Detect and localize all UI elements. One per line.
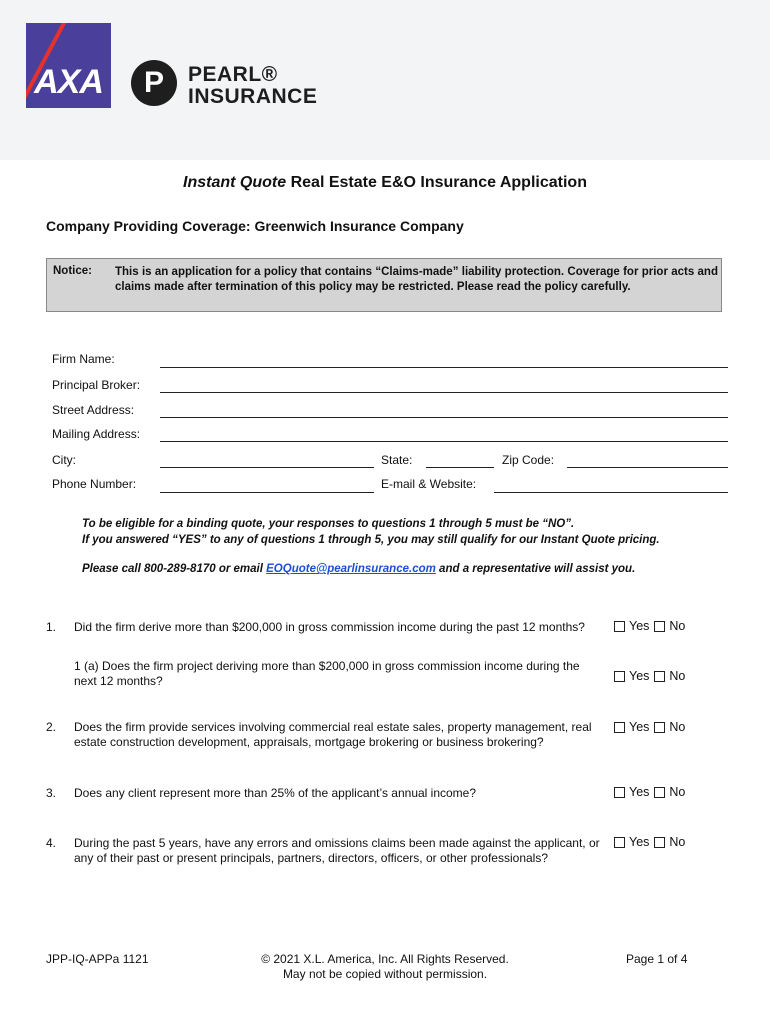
question-number: 3. xyxy=(46,786,57,800)
principal-broker-field[interactable] xyxy=(160,392,728,393)
no-checkbox[interactable] xyxy=(654,722,665,733)
no-label: No xyxy=(669,720,686,734)
yes-no-group xyxy=(614,669,685,683)
no-checkbox[interactable] xyxy=(654,787,665,798)
yes-checkbox[interactable] xyxy=(614,671,625,682)
pearl-logo-mark: P xyxy=(131,60,177,106)
no-label: No xyxy=(669,669,686,683)
yes-checkbox[interactable] xyxy=(614,837,625,848)
no-label: No xyxy=(669,835,686,849)
question-number: 4. xyxy=(46,836,57,850)
contact-suffix: and a representative will assist you. xyxy=(435,563,636,575)
phone-number-field[interactable] xyxy=(160,492,374,493)
question-text: During the past 5 years, have any errors and omissions claims been made against the applicant, or any of their past or present principals, partners, directors, officers, or other professionals? xyxy=(74,836,600,865)
yes-label: Yes xyxy=(629,619,650,633)
eligibility-note-line1: To be eligible for a binding quote, your responses to questions 1 through 5 must be “NO”. xyxy=(82,518,575,530)
coverage-provider: Company Providing Coverage: Greenwich Insurance Company xyxy=(46,218,464,234)
mailing-address-label: Mailing Address: xyxy=(52,427,141,441)
no-label: No xyxy=(669,619,686,633)
street-address-field[interactable] xyxy=(160,417,728,418)
city-label: City: xyxy=(52,453,76,467)
no-checkbox[interactable] xyxy=(654,671,665,682)
question-text: Did the firm derive more than $200,000 in gross commission income during the past 12 months? xyxy=(74,620,585,634)
question-number: 2. xyxy=(46,720,57,734)
state-field[interactable] xyxy=(426,467,494,468)
page-number: Page 1 of 4 xyxy=(626,952,688,966)
contact-prefix: Please call 800-289-8170 or email xyxy=(82,563,267,575)
principal-broker-label: Principal Broker: xyxy=(52,378,141,392)
email-website-label: E-mail & Website: xyxy=(381,477,477,491)
yes-label: Yes xyxy=(629,669,650,683)
yes-checkbox[interactable] xyxy=(614,722,625,733)
email-website-field[interactable] xyxy=(494,492,728,493)
notice-box xyxy=(46,258,722,312)
pearl-logo-line1: PEARL® xyxy=(188,63,278,86)
yes-no-group xyxy=(614,785,685,799)
yes-label: Yes xyxy=(629,720,650,734)
state-label: State: xyxy=(381,453,413,467)
title-italic: Instant Quote xyxy=(183,174,287,191)
no-checkbox[interactable] xyxy=(654,621,665,632)
pearl-insurance-logo xyxy=(188,64,317,108)
yes-no-group xyxy=(614,720,685,734)
yes-no-group xyxy=(614,619,685,633)
copy-notice: May not be copied without permission. xyxy=(282,967,488,981)
axa-logo xyxy=(26,23,111,108)
question-text: Does any client represent more than 25% of the applicant’s annual income? xyxy=(74,786,477,800)
notice-label: Notice: xyxy=(53,265,92,277)
axa-logo-text: AXA xyxy=(34,63,103,101)
copyright-text: © 2021 X.L. America, Inc. All Rights Reserved. xyxy=(261,952,509,966)
notice-text: This is an application for a policy that contains “Claims-made” liability protection. Coverage for prior acts and claims made after termination of this policy may be restricted. Please read the policy carefully. xyxy=(115,266,718,293)
mailing-address-field[interactable] xyxy=(160,441,728,442)
header-band xyxy=(0,0,770,160)
street-address-label: Street Address: xyxy=(52,403,135,417)
yes-no-group xyxy=(614,835,685,849)
question-text: 1 (a) Does the firm project deriving more than $200,000 in gross commission income during the next 12 months? xyxy=(74,659,580,688)
question-text: Does the firm provide services involving commercial real estate sales, property management, real estate construction development, appraisals, mortgage brokering or business brokering? xyxy=(74,720,592,749)
question-number: 1. xyxy=(46,620,57,634)
phone-number-label: Phone Number: xyxy=(52,477,137,491)
copyright-block xyxy=(235,952,535,982)
yes-label: Yes xyxy=(629,835,650,849)
eligibility-contact xyxy=(82,561,732,577)
form-id: JPP-IQ-APPa 1121 xyxy=(46,952,149,966)
quote-email-link[interactable]: EOQuote@pearlinsurance.com xyxy=(266,563,436,575)
firm-name-label: Firm Name: xyxy=(52,352,115,366)
zip-code-field[interactable] xyxy=(567,467,728,468)
yes-label: Yes xyxy=(629,785,650,799)
city-field[interactable] xyxy=(160,467,374,468)
yes-checkbox[interactable] xyxy=(614,787,625,798)
page-title xyxy=(0,174,770,192)
zip-code-label: Zip Code: xyxy=(502,453,555,467)
no-label: No xyxy=(669,785,686,799)
yes-checkbox[interactable] xyxy=(614,621,625,632)
firm-name-field[interactable] xyxy=(160,367,728,368)
eligibility-note-line2: If you answered “YES” to any of questions 1 through 5, you may still qualify for our Instant Quote pricing. xyxy=(82,534,660,546)
pearl-logo-line2: INSURANCE xyxy=(188,85,318,108)
title-rest: Real Estate E&O Insurance Application xyxy=(286,174,587,191)
no-checkbox[interactable] xyxy=(654,837,665,848)
